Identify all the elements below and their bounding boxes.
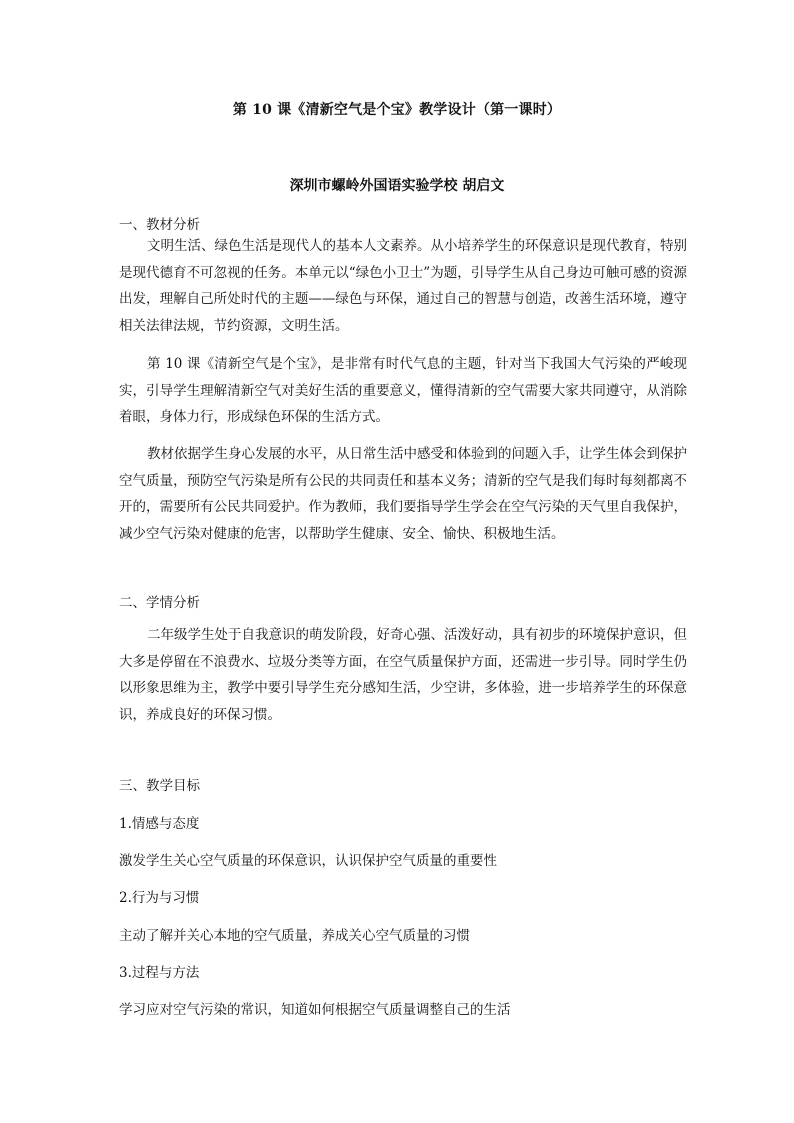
document-author: 深圳市螺岭外国语实验学校 胡启文 bbox=[289, 178, 505, 194]
paragraph: 第 10 课《清新空气是个宝》，是非常有时代气息的主题，针对当下我国大气污染的严峻现实，引导学生理解清新空气对美好生活的重要意义，懂得清新的空气需要大家共同遵守，从消除着眼，身体力行，形成绿色环保的生活方式。 bbox=[119, 356, 687, 425]
goal-label: 3.过程与方法 bbox=[119, 965, 200, 981]
goal-text: 激发学生关心空气质量的环保意识，认识保护空气质量的重要性 bbox=[119, 853, 497, 869]
section-heading-teaching-goals: 三、教学目标 bbox=[119, 778, 200, 794]
paragraph: 教材依据学生身心发展的水平，从日常生活中感受和体验到的问题入手，让学生体会到保护空气质量，预防空气污染是所有公民的共同责任和基本义务；清新的空气是我们每时每刻都离不开的，需要所有公民共同爱护。作为教师，我们要指导学生学会在空气污染的天气里自我保护，减少空气污染对健康的危害，以帮助学生健康、安全、愉快、积极地生活。 bbox=[119, 446, 687, 542]
section-heading-student-analysis: 二、学情分析 bbox=[119, 595, 200, 611]
paragraph: 二年级学生处于自我意识的萌发阶段，好奇心强、活泼好动，具有初步的环境保护意识，但大多是停留在不浪费水、垃圾分类等方面，在空气质量保护方面，还需进一步引导。同时学生仍以形象思维为主，教学中要引导学生充分感知生活，少空讲，多体验，进一步培养学生的环保意识，养成良好的环保习惯。 bbox=[119, 627, 687, 723]
goal-label: 2.行为与习惯 bbox=[119, 890, 200, 906]
goal-text: 学习应对空气污染的常识，知道如何根据空气质量调整自己的生活 bbox=[119, 1002, 511, 1018]
paragraph: 文明生活、绿色生活是现代人的基本人文素养。从小培养学生的环保意识是现代教育，特别是现代德育不可忽视的任务。本单元以“绿色小卫士”为题，引导学生从自己身边可触可感的资源出发，理解自己所处时代的主题——绿色与环保，通过自己的智慧与创造，改善生活环境，遵守相关法律法规，节约资源，文明生活。 bbox=[119, 238, 687, 334]
section-heading-textbook-analysis: 一、教材分析 bbox=[119, 217, 200, 233]
goal-text: 主动了解并关心本地的空气质量，养成关心空气质量的习惯 bbox=[119, 928, 470, 944]
document-title: 第 10 课《清新空气是个宝》教学设计（第一课时） bbox=[232, 102, 562, 118]
goal-label: 1.情感与态度 bbox=[119, 816, 200, 832]
